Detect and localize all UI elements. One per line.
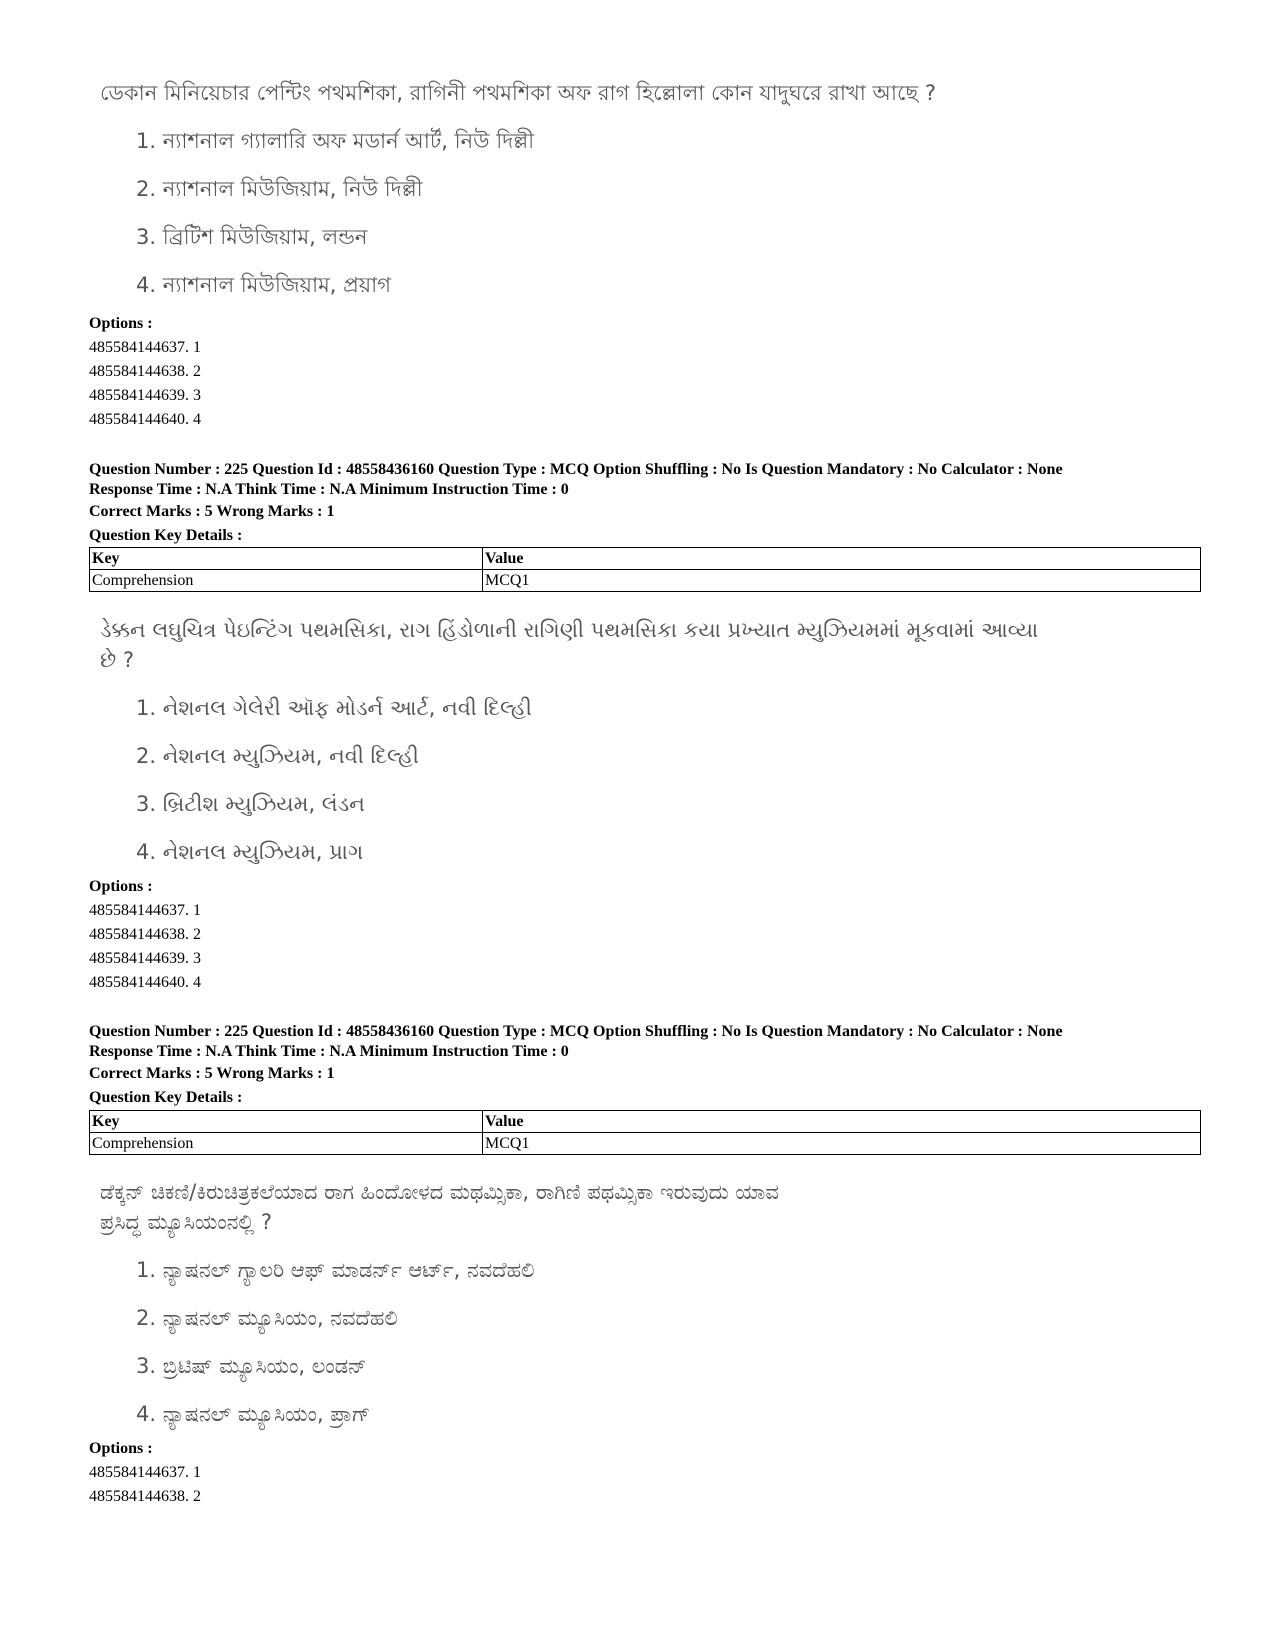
option-id: 485584144638. 2 xyxy=(89,1488,201,1505)
options-list xyxy=(89,1437,201,1509)
table-header-value: Value xyxy=(483,1111,1201,1133)
table-row xyxy=(90,1133,1201,1155)
table-row xyxy=(90,548,1201,570)
meta-line: Response Time : N.A Think Time : N.A Minimum Instruction Time : 0 xyxy=(89,481,569,498)
marks-line: Correct Marks : 5 Wrong Marks : 1 xyxy=(89,1065,335,1082)
options-list xyxy=(89,875,201,995)
question-option: 2. ನ್ಯಾಷನಲ್ ಮ್ಯೂಸಿಯಂ, ನವದೆಹಲಿ xyxy=(136,1306,398,1330)
question-stem: ડેક્કન લઘુચિત્ર પેઇન્ટિંગ પથમસિકા, રાગ હિંડોળાની રાગિણી પથમસિકા કયા પ્રખ્યાત મ્યુઝિયમમાં મૂકવામાં આવ્યા xyxy=(100,618,1039,642)
option-id: 485584144638. 2 xyxy=(89,926,201,943)
options-label: Options : xyxy=(89,315,153,332)
option-id: 485584144640. 4 xyxy=(89,974,201,991)
question-stem: ಪ್ರಸಿದ್ಧ ಮ್ಯೂಸಿಯಂನಲ್ಲಿ ? xyxy=(100,1210,273,1234)
option-id: 485584144637. 1 xyxy=(89,902,201,919)
question-option: 3. ব্রিটিশ মিউজিয়াম, লন্ডন xyxy=(136,225,368,249)
question-image-gujarati xyxy=(100,615,1038,885)
question-stem: ডেকান মিনিয়েচার পেন্টিং পথমশিকা, রাগিনী পথমশিকা অফ রাগ হিল্লোলা কোন যাদুঘরে রাখা আছে ? xyxy=(100,81,937,105)
table-row xyxy=(90,570,1201,592)
options-list xyxy=(89,312,201,432)
table-row xyxy=(90,1111,1201,1133)
question-option: 3. ಬ್ರಿಟಿಷ್ ಮ್ಯೂಸಿಯಂ, ಲಂಡನ್ xyxy=(136,1354,367,1378)
table-header-key: Key xyxy=(90,548,483,570)
option-id: 485584144638. 2 xyxy=(89,363,201,380)
question-stem: છે ? xyxy=(100,648,135,672)
options-label: Options : xyxy=(89,1440,153,1457)
question-option: 1. ন্যাশনাল গ্যালারি অফ মডার্ন আর্ট, নিউ দিল্লী xyxy=(136,129,535,153)
marks-info xyxy=(89,500,334,548)
meta-line: Question Number : 225 Question Id : 48558436160 Question Type : MCQ Option Shuffling : No Is Question Mandatory : No Calculator : None xyxy=(89,1023,1063,1040)
table-header-value: Value xyxy=(483,548,1201,570)
question-option: 1. નેશનલ ગેલેરી ઑફ મોડર્ન આર્ટ, નવી દિલ્હી xyxy=(136,696,532,720)
question-stem: ಡೆಕ್ಕನ್ ಚಿಕಣಿ/ಕಿರುಚಿತ್ರಕಲೆಯಾದ ರಾಗ ಹಿಂದೋಳದ ಮಥಮ್ಸಿಕಾ, ರಾಗಿಣಿ ಪಥಮ್ಸಿಕಾ ಇರುವುದು ಯಾವ xyxy=(100,1180,779,1204)
option-id: 485584144639. 3 xyxy=(89,387,201,404)
question-option: 3. બ્રિટીશ મ્યુઝિયમ, લંડન xyxy=(136,792,365,816)
meta-line: Response Time : N.A Think Time : N.A Minimum Instruction Time : 0 xyxy=(89,1043,569,1060)
question-option: 1. ನ್ಯಾಷನಲ್ ಗ್ಯಾಲರಿ ಆಫ್ ಮಾಡರ್ನ್ ಆರ್ಟ್, ನವದೆಹಲಿ xyxy=(136,1258,535,1282)
table-cell: Comprehension xyxy=(90,570,483,592)
question-option: 2. ন্যাশনাল মিউজিয়াম, নিউ দিল্লী xyxy=(136,177,423,201)
question-image-kannada xyxy=(100,1177,779,1447)
option-id: 485584144640. 4 xyxy=(89,411,201,428)
options-label: Options : xyxy=(89,878,153,895)
question-meta xyxy=(89,1022,1209,1062)
meta-line: Question Number : 225 Question Id : 48558436160 Question Type : MCQ Option Shuffling : No Is Question Mandatory : No Calculator : None xyxy=(89,461,1063,478)
option-id: 485584144637. 1 xyxy=(89,339,201,356)
table-cell: Comprehension xyxy=(90,1133,483,1155)
question-option: 4. નેશનલ મ્યુઝિયમ, પ્રાગ xyxy=(136,840,364,864)
question-image-bengali xyxy=(100,78,936,318)
key-details-label: Question Key Details : xyxy=(89,527,243,544)
option-id: 485584144639. 3 xyxy=(89,950,201,967)
table-header-key: Key xyxy=(90,1111,483,1133)
question-meta xyxy=(89,460,1209,500)
key-table xyxy=(89,1110,1201,1155)
option-id: 485584144637. 1 xyxy=(89,1464,201,1481)
key-details-label: Question Key Details : xyxy=(89,1089,243,1106)
table-cell: MCQ1 xyxy=(483,570,1201,592)
key-table xyxy=(89,547,1201,592)
question-option: 4. ನ್ಯಾಷನಲ್ ಮ್ಯೂಸಿಯಂ, ಪ್ರಾಗ್ xyxy=(136,1402,371,1426)
question-option: 4. ন্যাশনাল মিউজিয়াম, প্রয়াগ xyxy=(136,273,391,297)
question-option: 2. નેશનલ મ્યુઝિયમ, નવી દિલ્હી xyxy=(136,744,419,768)
marks-line: Correct Marks : 5 Wrong Marks : 1 xyxy=(89,503,335,520)
table-cell: MCQ1 xyxy=(483,1133,1201,1155)
marks-info xyxy=(89,1062,334,1110)
